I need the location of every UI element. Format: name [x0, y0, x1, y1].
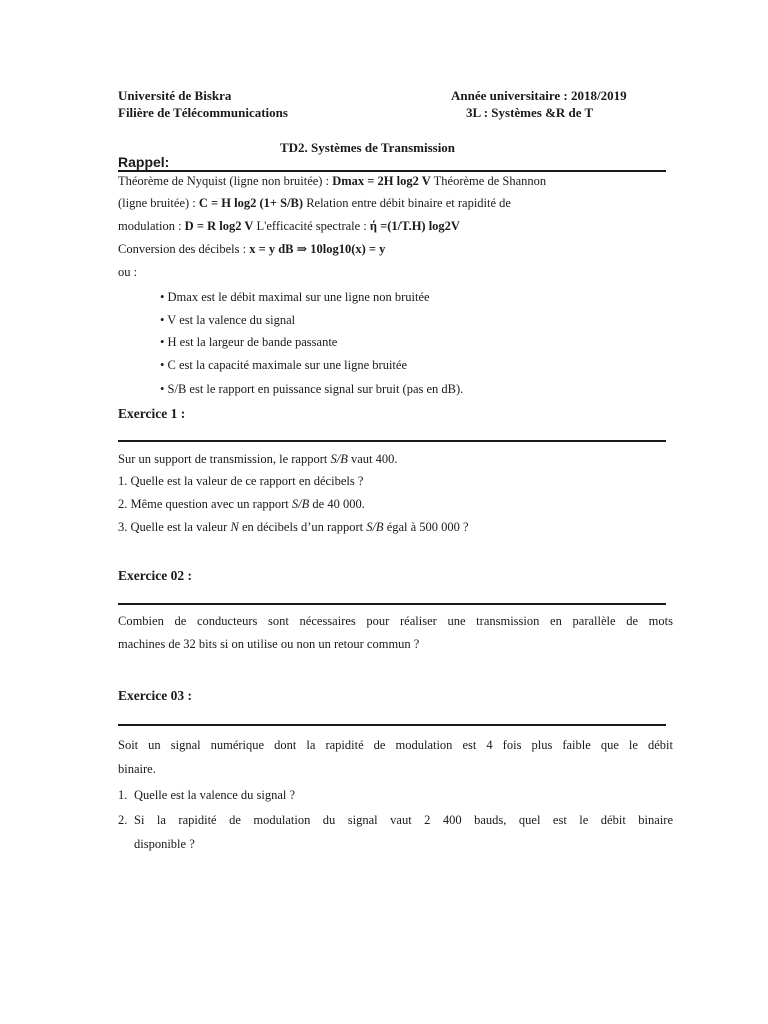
bullet-item	[160, 335, 337, 350]
q3-text-2: en décibels d’un rapport	[238, 520, 367, 534]
spectral-label: L'efficacité spectrale :	[253, 219, 370, 233]
filiere: Filière de Télécommunications	[118, 105, 288, 120]
q3-text: 3. Quelle est la valeur	[118, 520, 231, 534]
q3-sb: S/B	[366, 520, 384, 534]
debit-formula: D = R log2 V	[184, 219, 254, 233]
exercise-1-title: Exercice 1 :	[118, 406, 186, 421]
q2-text: 2. Même question avec un rapport	[118, 497, 292, 511]
page-title: TD2. Systèmes de Transmission	[280, 140, 456, 155]
rappel-heading: Rappel:	[118, 154, 170, 170]
exercise-3-title: Exercice 03 :	[118, 688, 192, 703]
bullet-icon: •	[160, 382, 168, 396]
exercise-2-line-1: Combien de conducteurs sont nécessaires pour réaliser une transmission en parallèle de mots	[118, 614, 673, 628]
exercise-3-line-1: Soit un signal numérique dont la rapidité de modulation est 4 fois plus faible que le débit	[118, 738, 673, 752]
bullet-item	[160, 290, 430, 305]
bullet-text: S/B est le rapport en puissance signal sur bruit (pas en dB).	[167, 382, 464, 396]
exercise-3-q2-line-2: disponible ?	[134, 837, 195, 851]
level: 3L : Systèmes &R de T	[466, 105, 594, 120]
bullet-icon: •	[160, 290, 168, 304]
exercise-3-q2-line-1: Si la rapidité de modulation du signal vaut 2 400 bauds, quel est le débit binaire	[134, 813, 673, 827]
relation-label: Relation entre débit binaire et rapidité de	[303, 196, 511, 210]
shannon-formula: C = H log2 (1+ S/B)	[198, 196, 304, 210]
bullet-icon: •	[160, 335, 168, 349]
university-name: Université de Biskra	[118, 88, 232, 103]
q2-value: de 40 000.	[309, 497, 365, 511]
bullet-item	[160, 382, 463, 397]
shannon-label-cont: (ligne bruitée) :	[118, 196, 199, 210]
bullet-icon: •	[160, 358, 168, 372]
bullet-item	[160, 358, 407, 373]
intro-value: vaut 400.	[347, 452, 398, 466]
decibel-formula: x = y dB ⇒ 10log10(x) = y	[249, 242, 386, 256]
q3-value: égal à 500 000 ?	[383, 520, 469, 534]
exercise-3-line-2: binaire.	[118, 762, 156, 776]
nyquist-formula: Dmax = 2H log2 V	[332, 174, 431, 188]
bullet-text: H est la largeur de bande passante	[167, 335, 338, 349]
bullet-icon: •	[160, 313, 168, 327]
rappel-ou: ou :	[118, 265, 138, 279]
rappel-line-2	[118, 196, 511, 211]
exercise-1-intro	[118, 452, 398, 467]
modulation-label: modulation :	[118, 219, 185, 233]
rappel-line-4	[118, 241, 385, 257]
exercise-3-q1: Quelle est la valence du signal ?	[134, 788, 296, 802]
bullet-text: Dmax est le débit maximal sur une ligne non bruitée	[167, 290, 430, 304]
exercise-2-rule	[118, 603, 666, 605]
decibel-label: Conversion des décibels :	[118, 242, 250, 256]
bullet-text: V est la valence du signal	[167, 313, 296, 327]
exercise-1-rule	[118, 440, 666, 442]
exercise-2-line-2: machines de 32 bits si on utilise ou non un retour commun ?	[118, 637, 420, 651]
rappel-line-3	[118, 219, 460, 234]
exercise-3-rule	[118, 724, 666, 726]
bullet-item	[160, 313, 295, 328]
nyquist-label: Théorème de Nyquist (ligne non bruitée) :	[118, 174, 333, 188]
exercise-3-q2-number: 2.	[118, 813, 128, 827]
rappel-line-1	[118, 174, 546, 189]
exercise-2-title: Exercice 02 :	[118, 568, 192, 583]
exercise-1-q3	[118, 520, 469, 535]
shannon-label: Théorème de Shannon	[430, 174, 547, 188]
intro-text: Sur un support de transmission, le rapport	[118, 452, 331, 466]
exercise-1-q1: 1. Quelle est la valeur de ce rapport en décibels ?	[118, 474, 364, 488]
exercise-3-q1-number: 1.	[118, 788, 128, 802]
rappel-rule	[118, 170, 666, 172]
intro-sb: S/B	[330, 452, 348, 466]
q3-n: N	[230, 520, 239, 534]
bullet-text: C est la capacité maximale sur une ligne bruitée	[167, 358, 408, 372]
spectral-formula: ή =(1/T.H) log2V	[369, 219, 460, 233]
academic-year: Année universitaire : 2018/2019	[451, 88, 627, 103]
exercise-1-q2	[118, 497, 365, 512]
q2-sb: S/B	[291, 497, 310, 511]
